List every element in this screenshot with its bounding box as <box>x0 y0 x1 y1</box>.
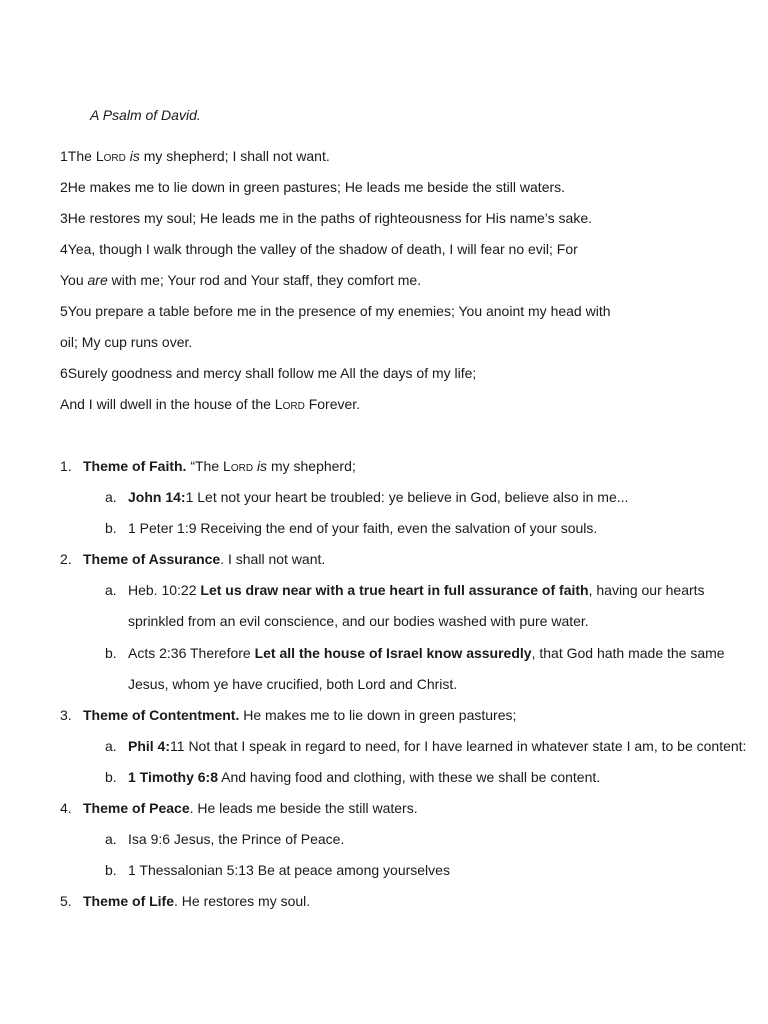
outline-3-sub-a <box>128 738 746 755</box>
sub-letter: b. <box>105 862 117 878</box>
verse-italic: is <box>129 148 140 164</box>
verse-1 <box>60 148 330 165</box>
sub-text: , having our hearts <box>588 582 705 598</box>
sub-bold: Let us draw near with a true heart in full assurance of faith <box>200 582 589 598</box>
theme-title: Theme of Faith. <box>83 458 187 474</box>
theme-title: Theme of Peace <box>83 800 190 816</box>
outline-2-sub-b <box>128 645 725 662</box>
verse-text: And I will dwell in the house of the <box>60 396 275 412</box>
psalm-heading <box>90 107 201 124</box>
theme-text: . He leads me beside the still waters. <box>189 800 418 816</box>
theme-text: . He restores my soul. <box>174 893 311 909</box>
scripture-ref: John 14: <box>128 489 186 505</box>
outline-item-3 <box>83 707 516 724</box>
sub-letter: b. <box>105 645 117 661</box>
verse-text: 1The <box>60 148 96 164</box>
lord-smallcaps: Lord <box>274 396 305 412</box>
outline-3-sub-b <box>128 769 600 786</box>
sub-letter: b. <box>105 520 117 536</box>
outline-number: 4. <box>60 800 72 816</box>
verse-italic: are <box>87 272 108 288</box>
outline-item-1 <box>83 458 356 475</box>
verse-2: 2He makes me to lie down in green pastures; He leads me beside the still waters. <box>60 179 566 195</box>
theme-text: “The <box>186 458 224 474</box>
theme-title: Theme of Contentment. <box>83 707 240 723</box>
verse-text: with me; Your rod and Your staff, they comfort me. <box>107 272 422 288</box>
sub-text: Heb. 10:22 <box>128 582 201 598</box>
outline-4-sub-b: 1 Thessalonian 5:13 Be at peace among yourselves <box>128 862 450 878</box>
theme-title: Theme of Life <box>83 893 175 909</box>
theme-text: . I shall not want. <box>220 551 326 567</box>
verse-5-line-2: oil; My cup runs over. <box>60 334 193 350</box>
outline-2-sub-b-line-2: Jesus, whom ye have crucified, both Lord and Christ. <box>128 676 458 692</box>
verse-text: Forever. <box>304 396 361 412</box>
sub-letter: a. <box>105 489 117 505</box>
theme-text: He makes me to lie down in green pastures; <box>239 707 517 723</box>
verse-6-line-1: 6Surely goodness and mercy shall follow me All the days of my life; <box>60 365 477 381</box>
outline-2-sub-a <box>128 582 705 599</box>
outline-number: 2. <box>60 551 72 567</box>
verse-6-line-2 <box>60 396 360 413</box>
outline-number: 3. <box>60 707 72 723</box>
outline-1-sub-a <box>128 489 628 506</box>
outline-number: 1. <box>60 458 72 474</box>
verse-5-line-1: 5You prepare a table before me in the presence of my enemies; You anoint my head with <box>60 303 611 319</box>
outline-item-4 <box>83 800 418 817</box>
sub-letter: a. <box>105 831 117 847</box>
outline-2-sub-a-line-2: sprinkled from an evil conscience, and our bodies washed with pure water. <box>128 613 589 629</box>
verse-4-line-2 <box>60 272 421 289</box>
outline-1-sub-b: 1 Peter 1:9 Receiving the end of your faith, even the salvation of your souls. <box>128 520 598 536</box>
theme-text: my shepherd; <box>267 458 356 474</box>
sub-letter: a. <box>105 582 117 598</box>
verse-3: 3He restores my soul; He leads me in the paths of righteousness for His name’s sake. <box>60 210 592 226</box>
verse-text: my shepherd; I shall not want. <box>139 148 330 164</box>
theme-italic: is <box>256 458 268 474</box>
outline-item-2 <box>83 551 325 568</box>
lord-smallcaps: Lord <box>223 458 254 474</box>
sub-letter: a. <box>105 738 117 754</box>
lord-smallcaps: Lord <box>95 148 126 164</box>
sub-text: 1 Let not your heart be troubled: ye believe in God, believe also in me... <box>185 489 629 505</box>
verse-text: You <box>60 272 88 288</box>
scripture-ref: 1 Timothy 6:8 <box>128 769 218 785</box>
sub-bold: Let all the house of Israel know assuredly <box>254 645 532 661</box>
sub-text: , that God hath made the same <box>531 645 725 661</box>
sub-text: And having food and clothing, with these we shall be content. <box>218 769 601 785</box>
verse-4-line-1: 4Yea, though I walk through the valley of the shadow of death, I will fear no evil; For <box>60 241 578 257</box>
outline-item-5 <box>83 893 310 910</box>
outline-number: 5. <box>60 893 72 909</box>
sub-text: 11 Not that I speak in regard to need, for I have learned in whatever state I am, to be content: <box>170 738 747 754</box>
psalm-heading-text: A Psalm of David. <box>90 107 201 123</box>
scripture-ref: Phil 4: <box>128 738 171 754</box>
sub-text: Acts 2:36 Therefore <box>128 645 255 661</box>
theme-title: Theme of Assurance <box>83 551 221 567</box>
outline-4-sub-a: Isa 9:6 Jesus, the Prince of Peace. <box>128 831 345 847</box>
sub-letter: b. <box>105 769 117 785</box>
